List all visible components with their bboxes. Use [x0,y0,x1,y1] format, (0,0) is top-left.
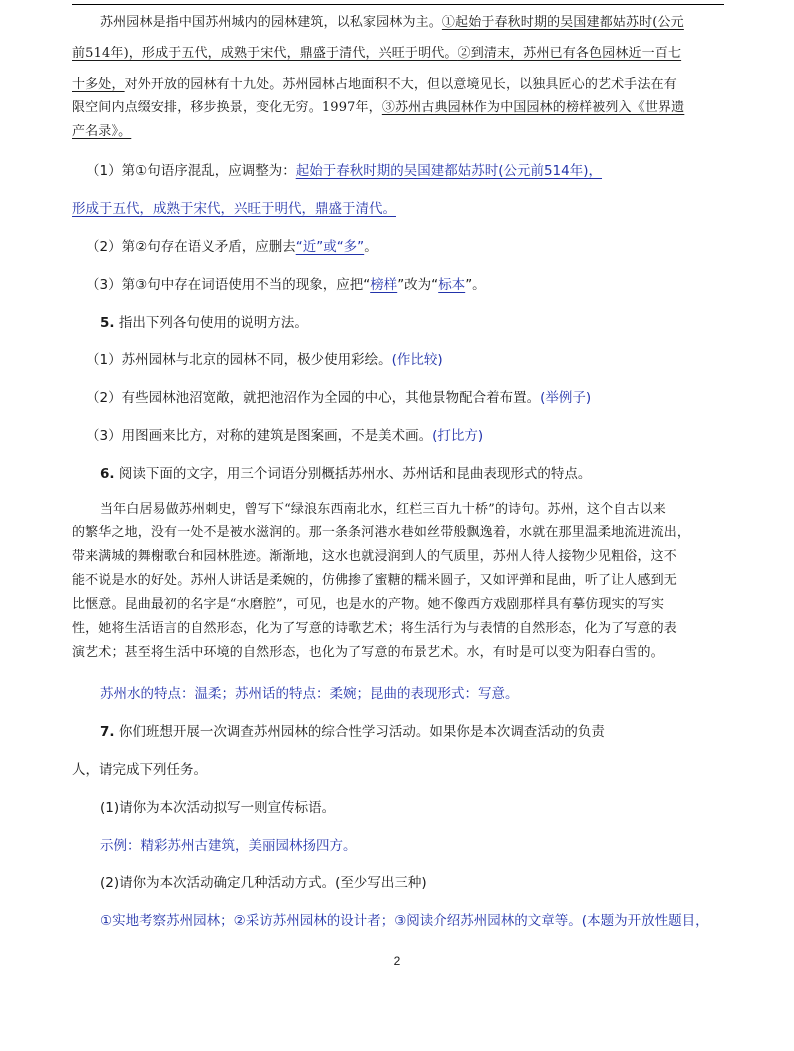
answer-text: 起始于春秋时期的吴国建都姑苏时(公元前514年)， [295,163,603,179]
sentence1-underlined-cont: 前514年)，形成于五代，成熟于宋代，鼎盛于清代，兴旺于明代。 [72,46,458,61]
item-title: 你们班想开展一次调查苏州园林的综合性学习活动。如果你是本次调查活动的负责 [118,724,605,740]
passage-text: 限空间内点缀安排，移步换景，变化无穷。1997年， [72,100,382,115]
item-5-sentence-2 [86,390,724,406]
question-1 [86,163,724,179]
item-5-heading [100,315,724,331]
passage1-line1 [100,15,724,31]
answer-text: “近”或“多” [295,239,365,255]
item-6-answer: 苏州水的特点：温柔；苏州话的特点：柔婉；昆曲的表现形式：写意。 [100,686,519,702]
question-text: （2）第②句存在语义矛盾，应删去 [86,239,296,255]
question-text: 。 [364,239,378,255]
item-6-passage-line6: 性，她将生活语言的自然形态，化为了写意的诗歌艺术；将生活行为与表情的自然形态，化为了写意的表 [72,621,677,636]
item-6-passage-line7: 演艺术；甚至将生活中环境的自然形态，也化为了写意的布景艺术。水，有时是可以变为阳春白雪的。 [72,645,664,660]
answer-text: (打比方) [432,428,484,444]
passage1-line5 [72,124,724,140]
question-2 [86,239,724,255]
sentence-text: （1）苏州园林与北京的园林不同，极少使用彩绘。 [86,352,392,368]
item-6-passage-line3: 带来满城的舞榭歌台和园林胜迹。渐渐地，这水也就浸润到人的气质里，苏州人待人接物少见粗俗，这不 [72,549,677,564]
question-3 [86,277,724,293]
sentence-text: （3）用图画来比方，对称的建筑是图案画，不是美术画。 [86,428,433,444]
question-text: （3）第③句中存在词语使用不当的现象，应把“ [86,277,371,293]
item-7-answer-1: 示例：精彩苏州古建筑，美丽园林扬四方。 [100,838,357,854]
sentence2-underlined-cont: 十多处， [72,77,125,92]
question-text: ”改为“ [397,277,439,293]
item-6-passage-line1: 当年白居易做苏州刺史，曾写下“绿浪东西南北水，红栏三百九十桥”的诗句。苏州，这个自古以来 [100,502,666,517]
answer-text: 形成于五代，成熟于宋代，兴旺于明代，鼎盛于清代。 [72,201,396,217]
answer-text: 标本 [438,277,466,293]
sentence-text: （2）有些园林池沼宽敞，就把池沼作为全园的中心，其他景物配合着布置。 [86,390,541,406]
passage1-line4 [72,100,724,116]
item-6-passage-line4: 能不说是水的好处。苏州人讲话是柔婉的，仿佛掺了蜜糖的糯米圆子，又如评弹和昆曲，听了让人感到无 [72,573,677,588]
item-6-passage-line2: 的繁华之地，没有一处不是被水滋润的。那一条条河港水巷如丝带般飘逸着，水就在那里温柔地流进流出， [72,525,691,540]
passage-text: 对外开放的园林有十九处。苏州园林占地面积不大，但以意境见长，以独具匠心的艺术手法在有 [124,77,677,92]
item-title: 阅读下面的文字，用三个词语分别概括苏州水、苏州话和昆曲表现形式的特点。 [118,466,592,482]
sentence1-underlined: ①起始于春秋时期的吴国建都姑苏时(公元 [441,15,684,30]
item-number: 7. [100,724,115,740]
passage-text: 苏州园林是指中国苏州城内的园林建筑，以私家园林为主。 [100,15,442,30]
question-text: ”。 [465,277,486,293]
item-5-sentence-1 [86,352,724,368]
answer-text: (作比较) [391,352,443,368]
question-1-answer-cont [72,201,724,217]
sentence3-underlined-cont: 产名录》。 [72,124,132,139]
answer-text: 榜样 [370,277,398,293]
top-rule [72,4,724,5]
item-7-answer-2: ①实地考察苏州园林；②采访苏州园林的设计者；③阅读介绍苏州园林的文章等。(本题为开放性题目， [100,913,709,929]
passage1-line2 [72,46,724,62]
item-6-passage-line5: 比惬意。昆曲最初的名字是“水磨腔”，可见，也是水的产物。她不像西方戏剧那样具有摹仿现实的写实 [72,597,665,612]
item-7-heading [100,724,724,740]
answer-text: (举例子) [540,390,592,406]
item-number: 5. [100,315,115,331]
item-7-heading-cont: 人，请完成下列任务。 [72,762,207,778]
page-number: 2 [393,954,401,968]
sentence2-underlined: ②到清末，苏州已有各色园林近一百七 [457,46,682,61]
passage1-line3 [72,77,724,93]
item-number: 6. [100,466,115,482]
item-7-task-2: (2)请你为本次活动确定几种活动方式。(至少写出三种) [100,875,427,891]
item-6-heading [100,466,724,482]
item-5-sentence-3 [86,428,724,444]
item-7-task-1: (1)请你为本次活动拟写一则宣传标语。 [100,800,336,816]
item-title: 指出下列各句使用的说明方法。 [118,315,308,331]
question-text: （1）第①句语序混乱，应调整为： [86,163,296,179]
sentence3-underlined: ③苏州古典园林作为中国园林的榜样被列入《世界遗 [381,100,685,115]
